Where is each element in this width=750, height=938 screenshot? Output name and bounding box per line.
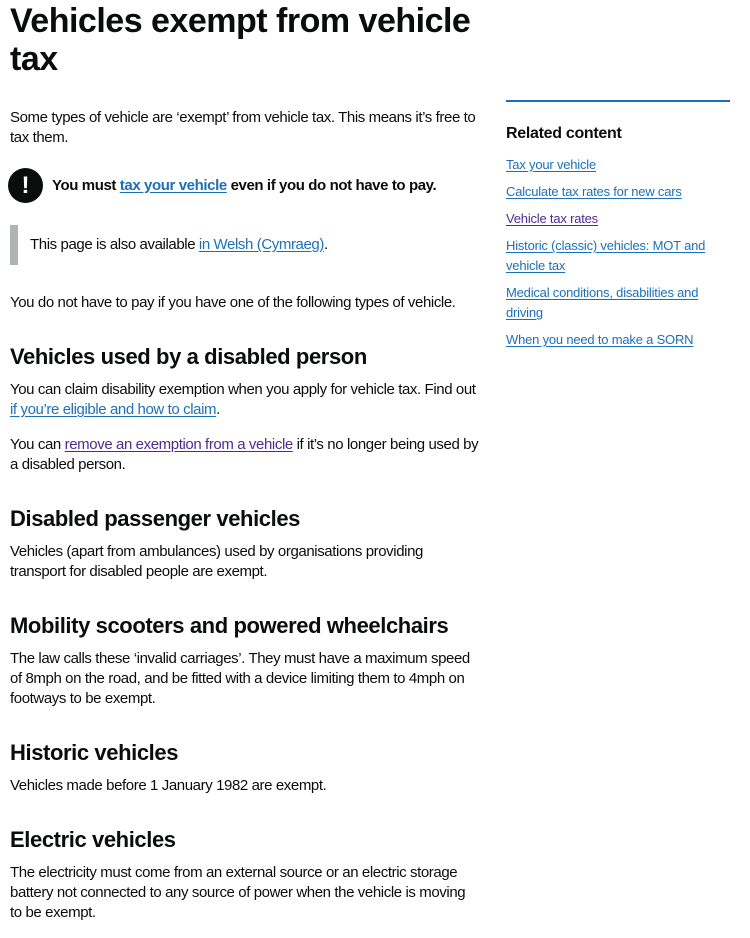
main-content — [10, 2, 480, 938]
text-segment: if it’s no longer being used by a disabled person. — [10, 436, 479, 473]
section-heading: Vehicles used by a disabled person — [10, 344, 367, 369]
text-segment: Vehicles made before 1 January 1982 are exempt. — [10, 777, 327, 794]
paragraph — [10, 380, 480, 420]
related-link-item — [506, 209, 730, 229]
content-section — [10, 613, 480, 709]
text-segment: You can claim disability exemption when you apply for vehicle tax. Find out — [10, 381, 476, 398]
eligibility-claim-link[interactable]: if you’re eligible and how to claim — [10, 401, 217, 418]
warning-text — [52, 176, 436, 196]
section-heading: Electric vehicles — [10, 827, 176, 852]
related-content-heading: Related content — [506, 125, 622, 142]
related-link-item — [506, 155, 730, 175]
section-heading: Mobility scooters and powered wheelchairs — [10, 613, 449, 638]
remove-exemption-link[interactable]: remove an exemption from a vehicle — [64, 436, 293, 453]
section-heading: Historic vehicles — [10, 740, 179, 765]
paragraph — [10, 649, 480, 709]
related-link-sorn[interactable]: When you need to make a SORN — [506, 332, 694, 347]
inset-text — [10, 225, 480, 265]
text-segment: even if you do not have to pay. — [226, 176, 437, 194]
content-section — [10, 827, 480, 923]
text-segment: The law calls these ‘invalid carriages’. They must have a maximum speed of 8mph on the road, and be fitted with a device limiting them to 4mph on footways to be exempt. — [10, 650, 470, 707]
sections — [10, 344, 480, 923]
paragraph — [10, 435, 480, 475]
content-section — [10, 740, 480, 796]
related-link-item — [506, 236, 730, 276]
text-segment: This page is also available — [30, 236, 199, 253]
section-heading: Disabled passenger vehicles — [10, 506, 301, 531]
text-segment: . — [216, 401, 220, 418]
paragraph — [10, 776, 480, 796]
text-segment: You can — [10, 436, 65, 453]
text-segment: Vehicles (apart from ambulances) used by organisations providing transport for disabled people are exempt. — [10, 543, 423, 580]
warning-callout — [10, 168, 480, 203]
related-link-historic-vehicles[interactable]: Historic (classic) vehicles: MOT and vehicle tax — [506, 238, 706, 273]
content-section — [10, 506, 480, 582]
related-link-item — [506, 330, 730, 350]
related-link-item — [506, 283, 730, 323]
text-segment: You must — [52, 176, 120, 194]
related-links-list — [506, 155, 730, 350]
related-link-vehicle-tax-rates[interactable]: Vehicle tax rates — [506, 211, 598, 226]
paragraph — [10, 863, 480, 923]
related-link-medical-conditions[interactable]: Medical conditions, disabilities and driving — [506, 285, 699, 320]
related-link-item — [506, 182, 730, 202]
related-content — [506, 100, 730, 357]
paragraph — [10, 542, 480, 582]
related-link-tax-your-vehicle[interactable]: Tax your vehicle — [506, 157, 597, 172]
page-title: Vehicles exempt from vehicle tax — [10, 2, 471, 78]
lead-text: You do not have to pay if you have one of the following types of vehicle. — [10, 294, 456, 311]
content-section — [10, 344, 480, 475]
welsh-language-link[interactable]: in Welsh (Cymraeg) — [198, 236, 324, 253]
intro-text: Some types of vehicle are ‘exempt’ from vehicle tax. This means it’s free to tax them. — [10, 109, 476, 146]
text-segment: . — [323, 236, 328, 253]
related-link-calculate-tax-rates[interactable]: Calculate tax rates for new cars — [506, 184, 682, 199]
text-segment: The electricity must come from an external source or an electric storage battery not connected to any source of power when the vehicle is moving to be exempt. — [10, 864, 466, 921]
exclamation-icon: ! — [8, 168, 43, 203]
tax-your-vehicle-link[interactable]: tax your vehicle — [119, 176, 227, 194]
